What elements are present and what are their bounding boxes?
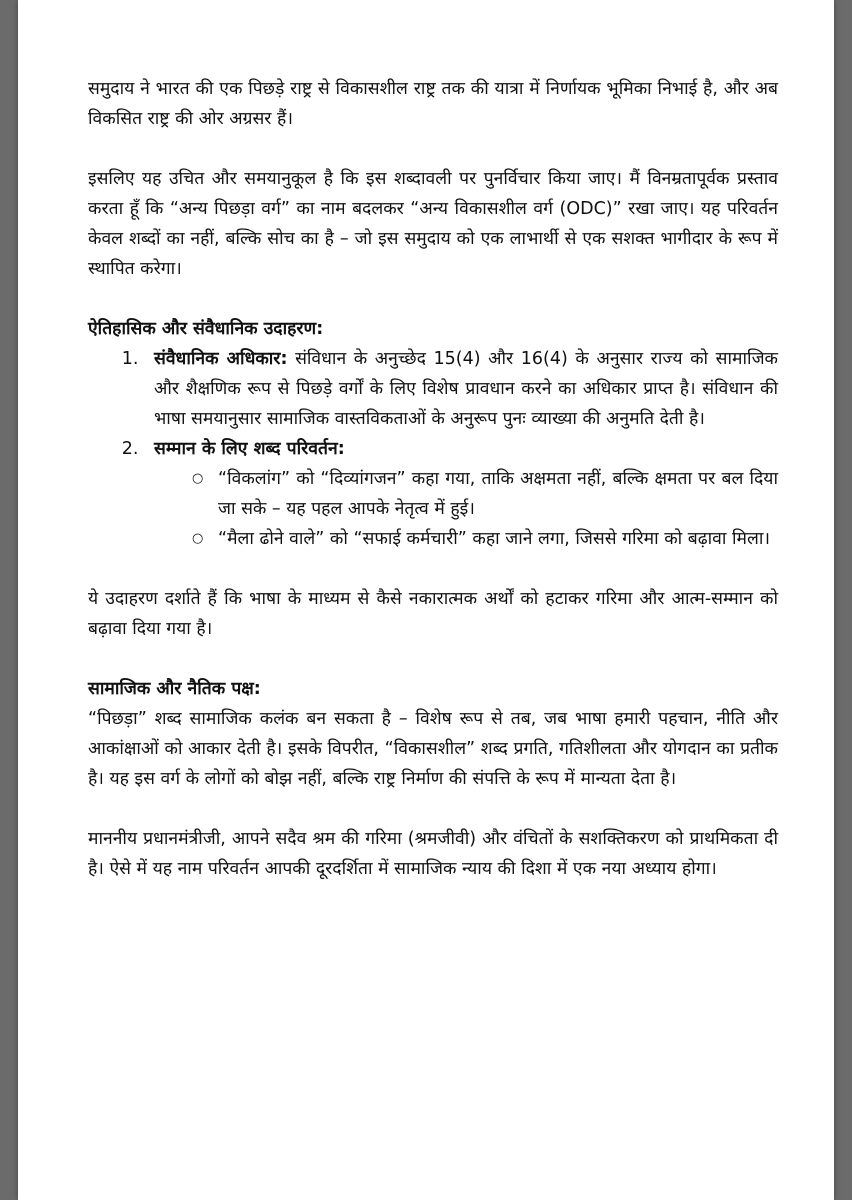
circle-bullet-icon: ○ xyxy=(192,531,204,546)
sub-list-item: ○ “मैला ढोने वाले” को “सफाई कर्मचारी” कहा जाने लगा, जिससे गरिमा को बढ़ावा मिला। xyxy=(198,524,778,554)
document-body xyxy=(88,74,778,884)
list-item-title: सम्मान के लिए शब्द परिवर्तन: xyxy=(154,439,345,459)
examples-list xyxy=(88,344,778,554)
sub-list xyxy=(154,464,778,554)
paragraph-proposal: इसलिए यह उचित और समयानुकूल है कि इस शब्दावली पर पुनर्विचार किया जाए। मैं विनम्रतापूर्वक प्रस्ताव करता हूँ कि “अन्य पिछड़ा वर्ग” का नाम बदलकर “अन्य विकासशील वर्ग (ODC)” रखा जाए। यह परिवर्तन केवल शब्दों का नहीं, बल्कि सोच का है – जो इस समुदाय को एक लाभार्थी से एक सशक्त भागीदार के रूप में स्थापित करेगा। xyxy=(88,169,778,279)
sub-list-item: ○ “विकलांग” को “दिव्यांगजन” कहा गया, ताकि अक्षमता नहीं, बल्कि क्षमता पर बल दिया जा सके – यह पहल आपके नेतृत्व में हुई। xyxy=(198,464,778,524)
circle-bullet-icon: ○ xyxy=(192,471,204,486)
list-item-constitutional xyxy=(144,344,778,434)
paragraph-closing: माननीय प्रधानमंत्रीजी, आपने सदैव श्रम की गरिमा (श्रमजीवी) और वंचितों के सशक्तिकरण को प्राथमिकता दी है। ऐसे में यह नाम परिवर्तन आपकी दूरदर्शिता में सामाजिक न्याय की दिशा में एक नया अध्याय होगा। xyxy=(88,829,778,879)
paragraph-intro: समुदाय ने भारत की एक पिछड़े राष्ट्र से विकासशील राष्ट्र तक की यात्रा में निर्णायक भूमिका निभाई है, और अब विकसित राष्ट्र की ओर अग्रसर हैं। xyxy=(88,79,778,129)
list-item-text: संविधान के अनुच्छेद 15(4) और 16(4) के अनुसार राज्य को सामाजिक और शैक्षणिक रूप से पिछड़े वर्गों के लिए विशेष प्रावधान करने का अधिकार प्राप्त है। संविधान की भाषा समयानुसार सामाजिक वास्तविकताओं के अनुरूप पुनः व्याख्या की अनुमति देती है। xyxy=(154,349,778,429)
paragraph-social: “पिछड़ा” शब्द सामाजिक कलंक बन सकता है – विशेष रूप से तब, जब भाषा हमारी पहचान, नीति और आकांक्षाओं को आकार देती है। इसके विपरीत, “विकासशील” शब्द प्रगति, गतिशीलता और योगदान का प्रतीक है। यह इस वर्ग के लोगों को बोझ नहीं, बल्कि राष्ट्र निर्माण की संपत्ति के रूप में मान्यता देता है। xyxy=(88,709,778,789)
paragraph-examples-summary: ये उदाहरण दर्शाते हैं कि भाषा के माध्यम से कैसे नकारात्मक अर्थों को हटाकर गरिमा और आत्म-सम्मान को बढ़ावा दिया गया है। xyxy=(88,589,778,639)
list-item-word-change xyxy=(144,434,778,554)
document-page xyxy=(18,0,834,1200)
heading-social: सामाजिक और नैतिक पक्ष: xyxy=(88,679,261,699)
heading-historical: ऐतिहासिक और संवैधानिक उदाहरण: xyxy=(88,319,324,339)
list-item-title: संवैधानिक अधिकार: xyxy=(154,349,288,369)
